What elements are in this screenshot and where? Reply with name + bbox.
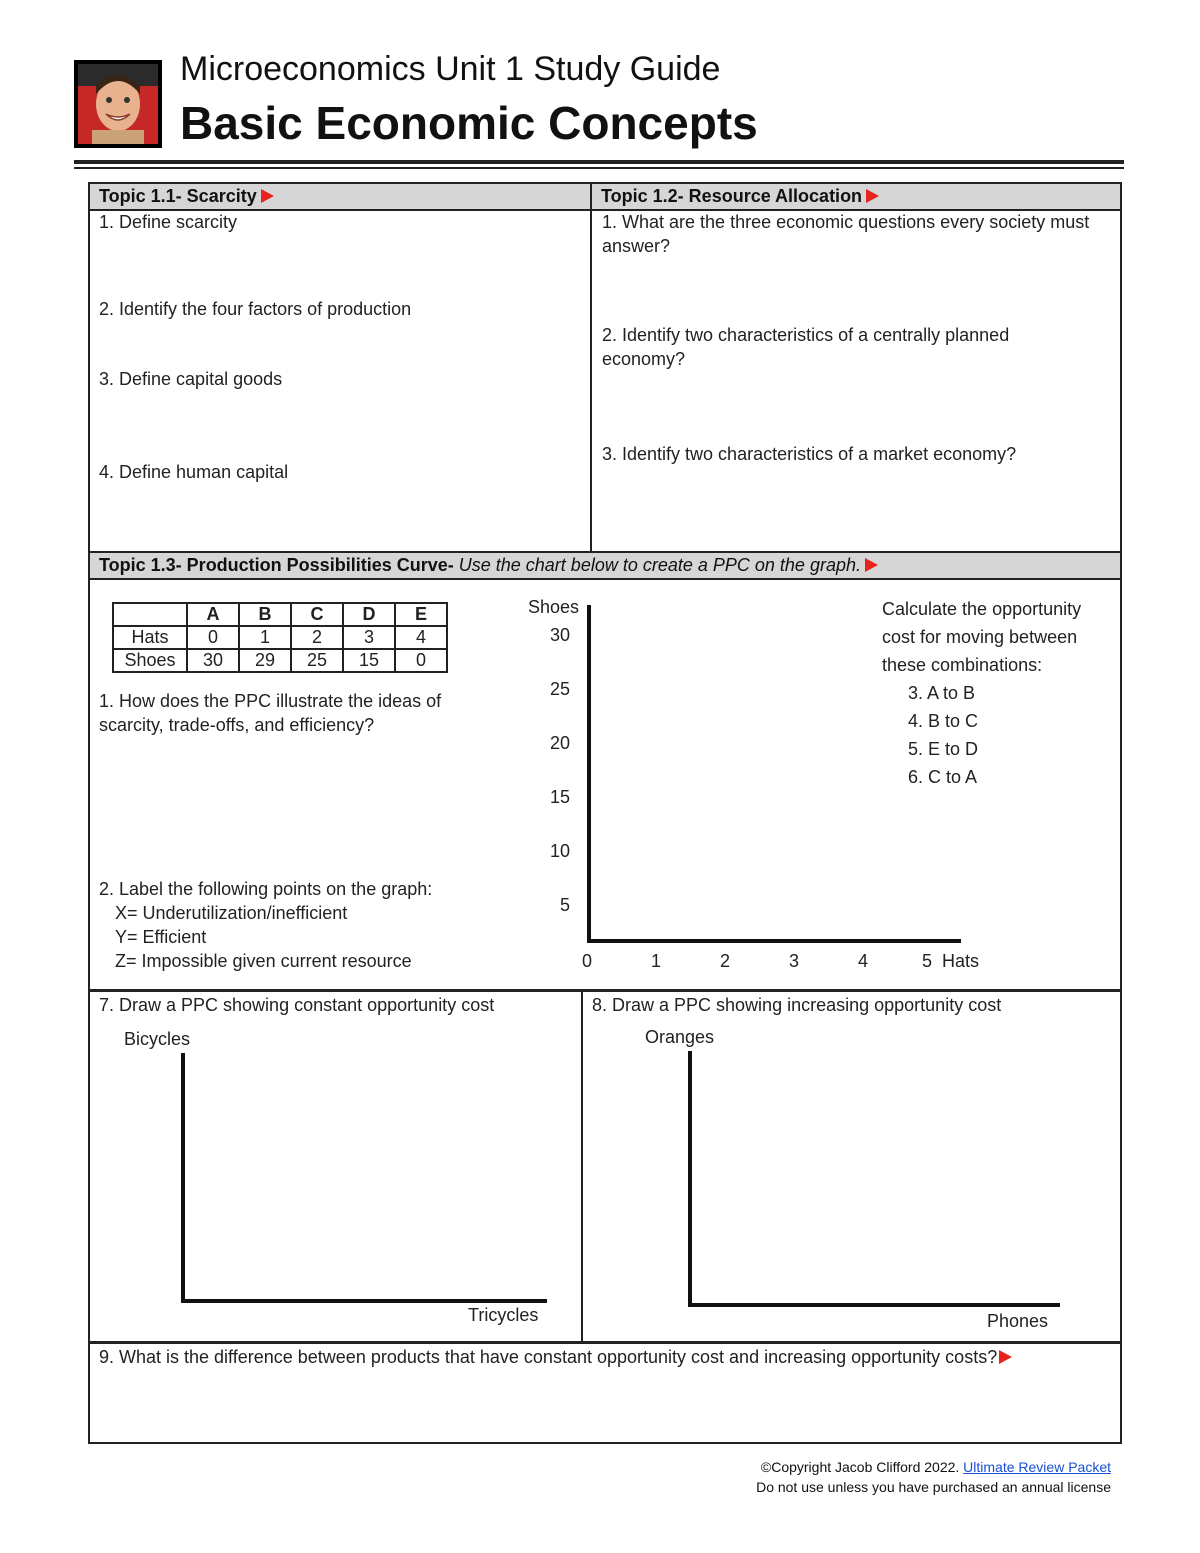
q8-x-axis [688,1303,1060,1307]
guide-subtitle: Basic Economic Concepts [180,97,758,149]
table-cell: 0 [187,626,239,649]
table-col-header: E [395,603,447,626]
topic-1-2-q1: 1. What are the three economic questions every society must answer? [602,212,1090,256]
oc-item: 6. C to A [908,767,978,787]
q7-x-axis [181,1299,547,1303]
header-rule-thin [74,167,1124,169]
red-arrow-icon [866,189,879,203]
y-tick-label: 25 [550,679,571,699]
table-row-label: Hats [113,626,187,649]
q9-text [99,1345,1012,1369]
table-cell: 2 [291,626,343,649]
table-cell: 4 [395,626,447,649]
guide-title: Microeconomics Unit 1 Study Guide [180,50,721,88]
oc-item: 5. E to D [908,739,979,759]
topic-1-3-title: Topic 1.3- Production Possibilities Curve- [99,555,454,575]
ultimate-review-packet-link[interactable]: Ultimate Review Packet [963,1459,1111,1475]
topic-1-1-title: Topic 1.1- Scarcity [99,186,257,206]
topic-1-2-section [590,182,1122,554]
ppc-x-axis-label: Hats [942,951,980,971]
topic-1-3-section [88,551,1122,992]
topic-1-2-title: Topic 1.2- Resource Allocation [601,186,863,206]
red-arrow-icon [999,1350,1012,1364]
ppc-x-axis [587,939,961,943]
x-tick-label: 1 [651,951,662,971]
table-row [113,649,447,672]
topic-1-1-q1: 1. Define scarcity [99,212,238,232]
oc-item: 3. A to B [908,683,976,703]
table-corner-cell [113,603,187,626]
topic-1-1-q3: 3. Define capital goods [99,369,283,389]
table-cell: 25 [291,649,343,672]
y-tick-label: 5 [560,895,571,915]
teacher-avatar [74,60,162,148]
q7-y-axis [181,1053,185,1303]
table-row-label: Shoes [113,649,187,672]
table-cell: 30 [187,649,239,672]
topic-1-2-q2: 2. Identify two characteristics of a centrally planned economy? [602,325,1010,369]
q8-y-axis-label: Oranges [645,1027,715,1047]
ppc-data-table [112,602,448,673]
ppc-y-axis-label: Shoes [528,597,580,617]
teacher-photo-icon [78,64,158,144]
point-label-x: X= Underutilization/inefficient [115,903,348,923]
oc-intro-line: cost for moving between [882,627,1078,647]
table-col-header: C [291,603,343,626]
x-tick-label: 2 [720,951,731,971]
point-label-z: Z= Impossible given current resource [115,951,412,971]
table-col-header: D [343,603,395,626]
x-tick-label: 4 [858,951,869,971]
table-header-row [113,603,447,626]
q8-y-axis [688,1051,692,1307]
topic-1-1-q4: 4. Define human capital [99,462,289,482]
ppc-y-axis [587,605,591,943]
footer-copyright-line [761,1459,1111,1475]
x-tick-label: 5 [922,951,933,971]
y-tick-label: 30 [550,625,571,645]
header-rule [74,160,1124,164]
q9-section [88,1341,1122,1444]
q7-section [88,989,583,1344]
y-tick-label: 15 [550,787,571,807]
table-cell: 29 [239,649,291,672]
table-row [113,626,447,649]
topic-1-3-instruction: Use the chart below to create a PPC on the graph. [458,555,861,575]
topic-1-2-header [592,184,1120,211]
oc-item: 4. B to C [908,711,979,731]
x-tick-label: 3 [789,951,800,971]
table-cell: 15 [343,649,395,672]
topic-1-3-q1: 1. How does the PPC illustrate the ideas of scarcity, trade-offs, and efficiency? [99,691,442,735]
topic-1-2-q3: 3. Identify two characteristics of a market economy? [602,444,1017,464]
topic-1-1-section [88,182,592,554]
oc-intro-line: Calculate the opportunity [882,599,1082,619]
copyright-text: ©Copyright Jacob Clifford 2022. [760,1459,964,1475]
topic-1-1-header [90,184,590,211]
q9-question: 9. What is the difference between products that have constant opportunity cost and increasing opportunity costs? [99,1347,998,1367]
table-cell: 1 [239,626,291,649]
q7-y-axis-label: Bicycles [124,1029,191,1049]
q8-text: 8. Draw a PPC showing increasing opportunity cost [592,995,1002,1015]
table-col-header: B [239,603,291,626]
table-col-header: A [187,603,239,626]
license-notice: Do not use unless you have purchased an annual license [756,1479,1111,1495]
table-cell: 0 [395,649,447,672]
y-tick-label: 10 [550,841,571,861]
q8-section [581,989,1122,1344]
red-arrow-icon [865,558,878,572]
topic-1-3-header [90,553,1120,580]
point-label-y: Y= Efficient [115,927,207,947]
q8-x-axis-label: Phones [987,1311,1049,1331]
red-arrow-icon [261,189,274,203]
q7-text: 7. Draw a PPC showing constant opportunity cost [99,995,495,1015]
oc-intro-line: these combinations: [882,655,1043,675]
topic-1-3-q2: 2. Label the following points on the graph: [99,879,433,899]
topic-1-1-q2: 2. Identify the four factors of production [99,299,412,319]
q7-x-axis-label: Tricycles [468,1305,539,1325]
x-tick-label: 0 [582,951,593,971]
y-tick-label: 20 [550,733,571,753]
table-cell: 3 [343,626,395,649]
